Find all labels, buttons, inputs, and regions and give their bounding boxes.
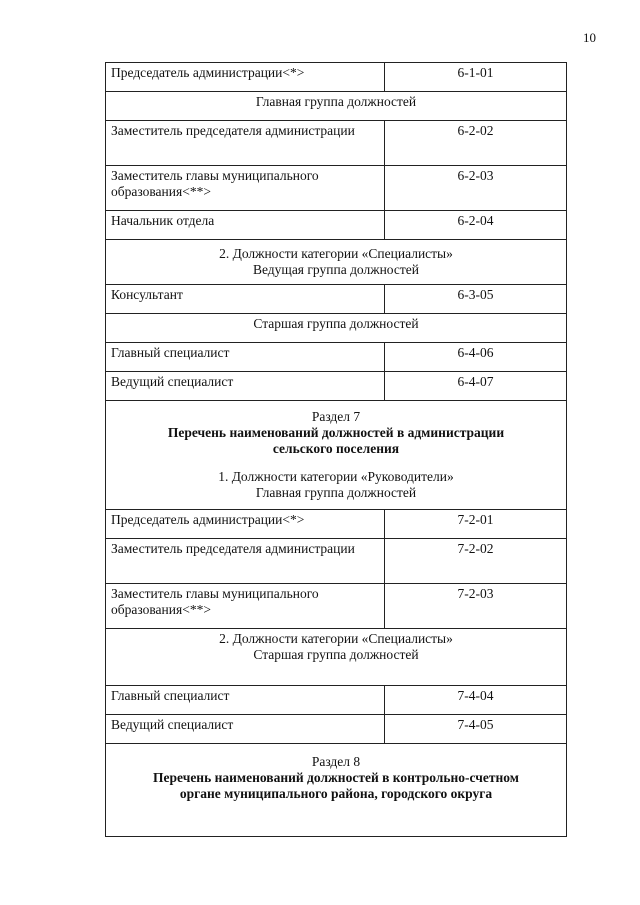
table-row	[106, 63, 567, 92]
position-code: 7-2-03	[385, 584, 567, 629]
position-code: 7-2-02	[385, 539, 567, 584]
position-code: 7-2-01	[385, 510, 567, 539]
position-name: Заместитель главы муниципального образования<**>	[106, 166, 385, 211]
table-row	[106, 584, 567, 629]
position-code: 7-4-04	[385, 686, 567, 715]
section-title-line2: органе муниципального района, городского округа	[179, 786, 493, 801]
group-header	[106, 240, 567, 285]
table-row	[106, 211, 567, 240]
group-title: Главная группа должностей	[255, 485, 417, 500]
table-row	[106, 343, 567, 372]
group-row	[106, 314, 567, 343]
position-name: Ведущий специалист	[106, 372, 385, 401]
position-code: 6-4-06	[385, 343, 567, 372]
positions-table	[105, 62, 567, 837]
group-header	[106, 629, 567, 686]
group-title: Ведущая группа должностей	[252, 262, 419, 277]
group-row	[106, 240, 567, 285]
section-number: Раздел 8	[311, 754, 361, 769]
section-header	[106, 744, 567, 837]
page-number: 10	[583, 30, 596, 45]
category-title: 1. Должности категории «Руководители»	[218, 469, 454, 484]
position-name: Председатель администрации<*>	[106, 510, 385, 539]
position-code: 6-4-07	[385, 372, 567, 401]
position-code: 6-2-03	[385, 166, 567, 211]
category-title: 2. Должности категории «Специалисты»	[219, 631, 453, 646]
group-row	[106, 92, 567, 121]
section-row	[106, 744, 567, 837]
table-row	[106, 539, 567, 584]
section-title-line1: Перечень наименований должностей в контрольно-счетном	[153, 770, 519, 785]
group-title: Старшая группа должностей	[253, 647, 419, 662]
section-title-line1: Перечень наименований должностей в администрации	[167, 425, 505, 440]
section-title-line2: сельского поселения	[272, 441, 400, 456]
group-title: Старшая группа должностей	[106, 314, 567, 343]
position-name: Заместитель председателя администрации	[106, 539, 385, 584]
position-code: 6-1-01	[385, 63, 567, 92]
position-name: Председатель администрации<*>	[106, 63, 385, 92]
position-code: 6-2-02	[385, 121, 567, 166]
group-title: Главная группа должностей	[106, 92, 567, 121]
group-row	[106, 629, 567, 686]
category-title: 2. Должности категории «Специалисты»	[219, 246, 453, 261]
section-header	[106, 401, 567, 510]
position-name: Заместитель председателя администрации	[106, 121, 385, 166]
table-row	[106, 166, 567, 211]
table-row	[106, 121, 567, 166]
table-row	[106, 285, 567, 314]
table-row	[106, 372, 567, 401]
position-name: Главный специалист	[106, 343, 385, 372]
table-row	[106, 715, 567, 744]
position-name: Начальник отдела	[106, 211, 385, 240]
section-row	[106, 401, 567, 510]
position-name: Ведущий специалист	[106, 715, 385, 744]
position-code: 6-3-05	[385, 285, 567, 314]
position-code: 7-4-05	[385, 715, 567, 744]
position-name: Главный специалист	[106, 686, 385, 715]
position-code: 6-2-04	[385, 211, 567, 240]
table-row	[106, 510, 567, 539]
position-name: Заместитель главы муниципального образования<**>	[106, 584, 385, 629]
section-number: Раздел 7	[311, 409, 361, 424]
spacer	[111, 457, 561, 469]
table-row	[106, 686, 567, 715]
position-name: Консультант	[106, 285, 385, 314]
